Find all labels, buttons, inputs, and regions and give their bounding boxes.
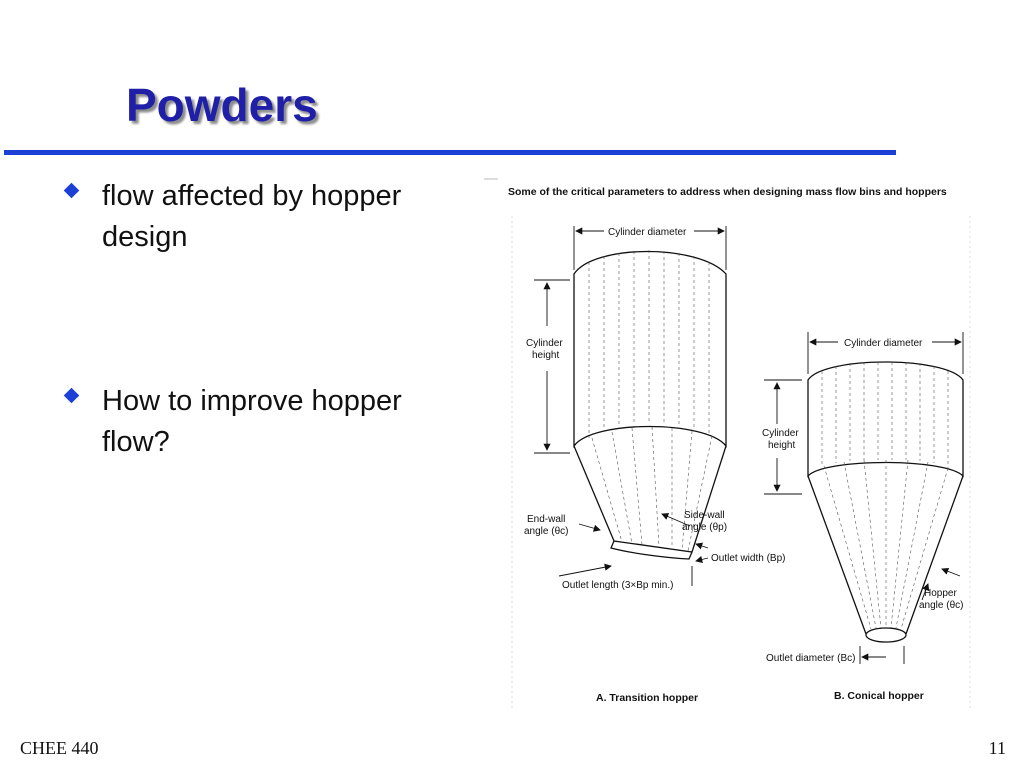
svg-text:Outlet length (3×Bp min.): Outlet length (3×Bp min.) — [562, 580, 674, 591]
course-code: CHEE 440 — [20, 738, 99, 758]
svg-text:Side-wall: Side-wall — [684, 510, 725, 521]
svg-text:End-wall: End-wall — [527, 514, 566, 525]
conical-hopper-label: B. Conical hopper — [834, 690, 924, 702]
svg-text:height: height — [532, 350, 560, 361]
conical-hopper — [764, 332, 963, 664]
page-number: 11 — [988, 738, 1006, 758]
slide-title: Powders — [126, 79, 318, 131]
svg-text:Cylinder: Cylinder — [762, 428, 799, 439]
bullet-text: flow affected by hopper design — [102, 180, 402, 253]
svg-text:Outlet diameter (Bc): Outlet diameter (Bc) — [766, 653, 856, 664]
transition-hopper-label: A. Transition hopper — [596, 692, 699, 704]
svg-text:Outlet width (Bp): Outlet width (Bp) — [711, 553, 786, 564]
svg-text:Cylinder diameter: Cylinder diameter — [844, 338, 923, 349]
diamond-bullet-icon — [64, 183, 80, 199]
svg-text:angle (θc): angle (θc) — [919, 600, 964, 611]
svg-text:Cylinder diameter: Cylinder diameter — [608, 227, 687, 238]
svg-text:Hopper: Hopper — [924, 588, 957, 599]
svg-text:Cylinder: Cylinder — [526, 338, 563, 349]
transition-hopper-labels — [524, 227, 785, 704]
title-divider — [4, 150, 896, 155]
conical-hopper-labels — [762, 338, 963, 702]
svg-text:height: height — [768, 440, 796, 451]
diamond-bullet-icon — [64, 388, 80, 404]
svg-text:angle (θc): angle (θc) — [524, 526, 569, 537]
svg-text:angle (θp): angle (θp) — [682, 522, 728, 533]
hopper-diagram — [484, 176, 980, 722]
figure-caption: Some of the critical parameters to address when designing mass flow bins and hoppers — [508, 186, 947, 198]
bullet-text: How to improve hopper flow? — [102, 385, 402, 458]
